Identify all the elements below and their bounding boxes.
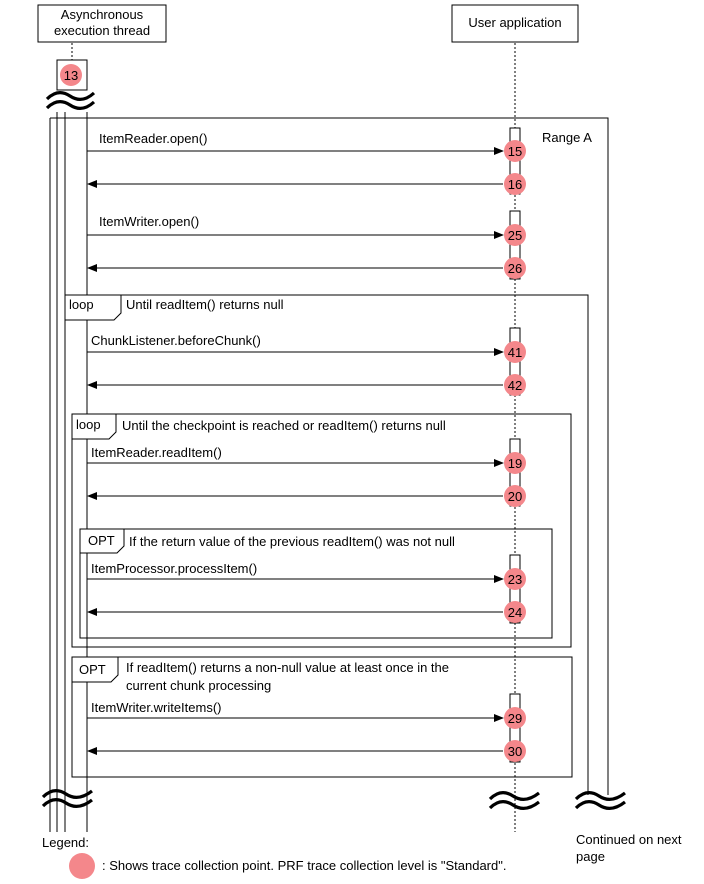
continued-label-line1: Continued on next xyxy=(576,832,682,847)
legend-title: Legend: xyxy=(42,835,89,850)
opt-write-condition-line2: current chunk processing xyxy=(126,678,272,693)
call-label-reader-open: ItemReader.open() xyxy=(99,131,208,146)
trace-point-16-label: 16 xyxy=(507,177,523,192)
user-application-label: User application xyxy=(468,15,562,30)
range-a-label: Range A xyxy=(542,130,592,145)
call-label-write-items: ItemWriter.writeItems() xyxy=(91,700,222,715)
call-label-before-chunk: ChunkListener.beforeChunk() xyxy=(91,333,261,348)
break-mark-bottom-right-2 xyxy=(576,802,625,809)
call-label-process-item: ItemProcessor.processItem() xyxy=(91,561,258,576)
opt-write-frame xyxy=(72,657,572,777)
loop-inner-tag: loop xyxy=(76,417,101,432)
break-mark-bottom-right-1 xyxy=(576,793,625,800)
trace-point-15-label: 15 xyxy=(507,144,523,159)
legend-trace-point-icon xyxy=(69,853,95,879)
continued-label-line2: page xyxy=(576,849,605,864)
opt-write-condition-line1: If readItem() returns a non-null value at least once in the xyxy=(126,660,450,675)
break-mark-top-2 xyxy=(47,102,94,109)
opt-process-tag: OPT xyxy=(88,533,115,548)
opt-process-condition: If the return value of the previous readItem() was not null xyxy=(129,534,455,549)
call-label-writer-open: ItemWriter.open() xyxy=(99,214,200,229)
opt-write-tag: OPT xyxy=(79,662,106,677)
trace-point-20-label: 20 xyxy=(507,489,523,504)
trace-point-29-label: 29 xyxy=(507,711,523,726)
call-label-read-item: ItemReader.readItem() xyxy=(91,445,222,460)
trace-point-42-label: 42 xyxy=(507,378,523,393)
trace-point-30-label: 30 xyxy=(507,744,523,759)
trace-point-26-label: 26 xyxy=(507,261,523,276)
break-mark-bottom-middle-1 xyxy=(490,793,539,800)
loop-inner-condition: Until the checkpoint is reached or readItem() returns null xyxy=(122,418,446,433)
loop-outer-condition: Until readItem() returns null xyxy=(126,297,284,312)
break-mark-bottom-middle-2 xyxy=(490,802,539,809)
loop-outer-tag: loop xyxy=(69,297,94,312)
trace-point-41-label: 41 xyxy=(507,345,523,360)
participant-async-thread xyxy=(38,5,166,42)
async-thread-label-line2: execution thread xyxy=(53,23,151,38)
participant-user-application xyxy=(452,5,578,42)
break-mark-top-1 xyxy=(47,93,94,100)
trace-point-19-label: 19 xyxy=(507,456,523,471)
trace-point-13-label: 13 xyxy=(63,68,79,83)
legend-text: : Shows trace collection point. PRF trace collection level is "Standard". xyxy=(102,858,507,873)
trace-point-25-label: 25 xyxy=(507,228,523,243)
trace-point-24-label: 24 xyxy=(507,605,523,620)
async-thread-label-line1: Asynchronous xyxy=(60,7,144,22)
trace-point-23-label: 23 xyxy=(507,572,523,587)
